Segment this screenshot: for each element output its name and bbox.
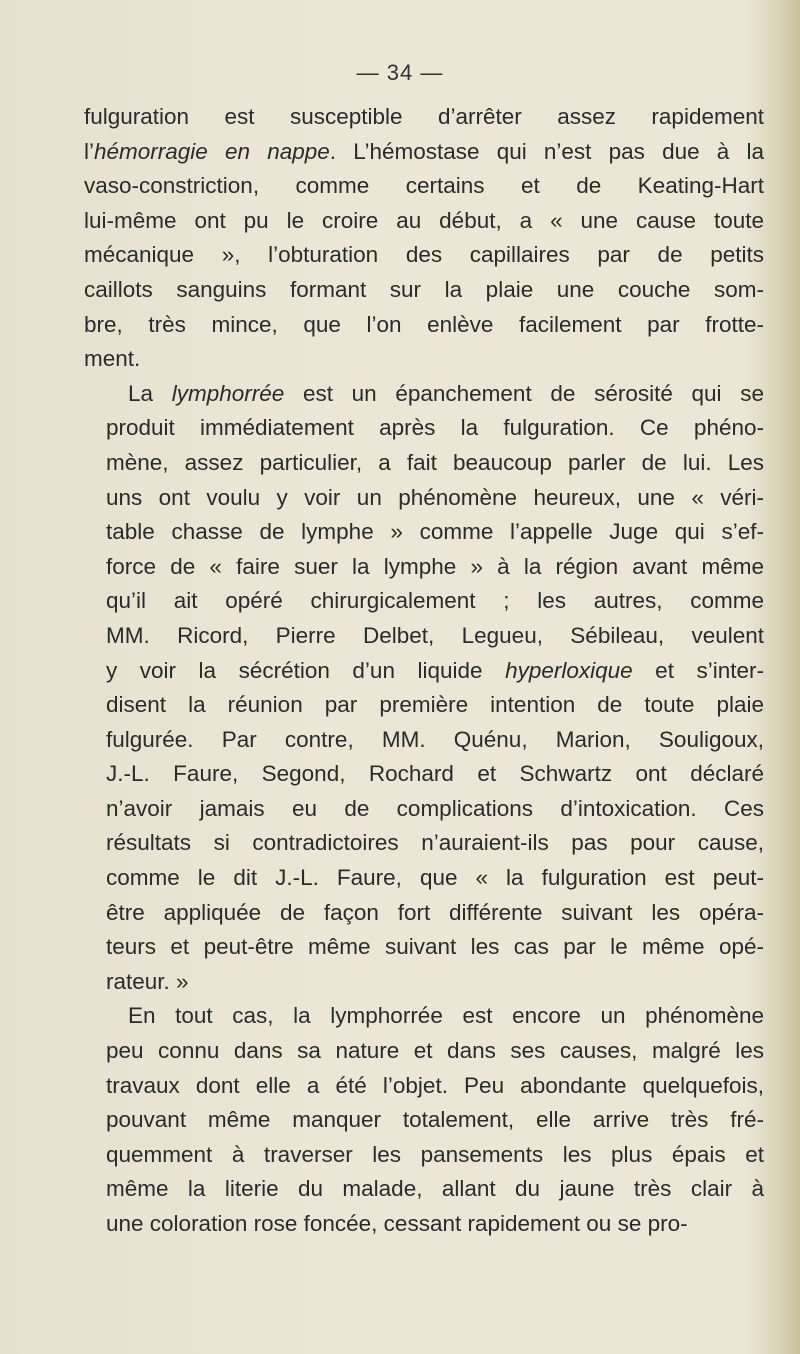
- text-run: être appliquée de façon fort différente suivant les opéra-: [106, 899, 764, 925]
- text-run: pouvant même manquer totalement, elle arrive très fré-: [106, 1107, 764, 1133]
- paragraph: [84, 999, 764, 1241]
- text-run: mène, assez particulier, a fait beaucoup parler de lui. Les: [106, 449, 764, 475]
- text-run: travaux dont elle a été l’objet. Peu abondante quelquefois,: [106, 1072, 764, 1098]
- text-run: fulgurée. Par contre, MM. Quénu, Marion, Souligoux,: [106, 726, 764, 752]
- text-run: . L’hémostase qui n’est pas due à la: [329, 138, 764, 164]
- text-line: [84, 723, 764, 758]
- text-line: [84, 826, 764, 861]
- text-line: [84, 515, 764, 550]
- text-run: force de « faire suer la lymphe » à la région avant même: [106, 553, 764, 579]
- text-line: [84, 1103, 764, 1138]
- text-line: [84, 792, 764, 827]
- text-line: [84, 100, 764, 135]
- text-line: [84, 930, 764, 965]
- text-line: [84, 238, 764, 273]
- page-number: — 34 —: [356, 60, 444, 85]
- text-run: ment.: [84, 346, 141, 372]
- text-line: [84, 1138, 764, 1173]
- text-run: et s’inter-: [632, 657, 764, 683]
- text-line: [84, 619, 764, 654]
- text-line: [84, 688, 764, 723]
- text-line: [84, 550, 764, 585]
- text-run: uns ont voulu y voir un phénomène heureux, une « véri-: [106, 484, 764, 510]
- text-run: teurs et peut-être même suivant les cas par le même opé-: [106, 934, 764, 960]
- text-line: [84, 999, 764, 1034]
- text-line: [84, 965, 764, 1000]
- text-line: [84, 135, 764, 170]
- italic-term: lymphorrée: [171, 380, 285, 406]
- text-run: bre, très mince, que l’on enlève facilement par frotte-: [84, 311, 764, 337]
- text-line: [84, 169, 764, 204]
- text-line: [84, 446, 764, 481]
- text-line: [84, 204, 764, 239]
- text-run: rateur. »: [106, 968, 189, 994]
- text-line: [84, 654, 764, 689]
- text-run: disent la réunion par première intention de toute plaie: [106, 692, 764, 718]
- text-line: [84, 1069, 764, 1104]
- text-run: qu’il ait opéré chirurgicalement ; les autres, comme: [106, 588, 764, 614]
- text-run: fulguration est susceptible d’arrêter assez rapidement: [84, 104, 764, 129]
- text-run: quemment à traverser les pansements les plus épais et: [106, 1141, 764, 1167]
- text-run: En tout cas, la lymphorrée est encore un phénomène: [128, 1003, 764, 1029]
- body-text: [84, 100, 764, 1242]
- text-run: y voir la sécrétion d’un liquide: [106, 657, 506, 683]
- text-line: [84, 481, 764, 516]
- text-run: J.-L. Faure, Segond, Rochard et Schwartz ont déclaré: [106, 761, 764, 787]
- text-run: même la literie du malade, allant du jaune très clair à: [106, 1176, 764, 1202]
- text-run: La: [128, 380, 172, 406]
- text-line: [84, 377, 764, 412]
- text-run: lui-même ont pu le croire au début, a « une cause toute: [84, 207, 764, 233]
- text-line: [84, 896, 764, 931]
- text-run: vaso-constriction, comme certains et de Keating-Hart: [84, 173, 764, 199]
- text-line: [84, 1034, 764, 1069]
- text-line: [84, 1172, 764, 1207]
- text-line: [84, 273, 764, 308]
- text-line: [84, 584, 764, 619]
- text-line: [84, 1207, 764, 1242]
- text-line: [84, 308, 764, 343]
- text-run: caillots sanguins formant sur la plaie une couche som-: [84, 276, 764, 302]
- text-run: table chasse de lymphe » comme l’appelle Juge qui s’ef-: [106, 519, 764, 545]
- text-line: [84, 861, 764, 896]
- italic-term: hyperloxique: [505, 657, 633, 683]
- text-run: une coloration rose foncée, cessant rapidement ou se pro-: [106, 1211, 688, 1236]
- text-line: [84, 757, 764, 792]
- paragraph: [84, 100, 764, 377]
- text-run: résultats si contradictoires n’auraient-ils pas pour cause,: [106, 830, 764, 856]
- text-run: produit immédiatement après la fulguration. Ce phéno-: [106, 415, 764, 441]
- text-line: [84, 411, 764, 446]
- text-run: MM. Ricord, Pierre Delbet, Legueu, Sébileau, veulent: [106, 622, 764, 648]
- text-run: n’avoir jamais eu de complications d’intoxication. Ces: [106, 795, 764, 821]
- text-run: peu connu dans sa nature et dans ses causes, malgré les: [106, 1038, 764, 1064]
- italic-term: hémorragie en nappe: [94, 138, 330, 164]
- text-run: l’: [84, 138, 94, 164]
- paragraph: [84, 377, 764, 1000]
- text-run: est un épanchement de sérosité qui se: [284, 380, 764, 406]
- text-line: [84, 342, 764, 377]
- text-run: comme le dit J.-L. Faure, que « la fulguration est peut-: [106, 865, 764, 891]
- text-run: mécanique », l’obturation des capillaires par de petits: [84, 242, 764, 268]
